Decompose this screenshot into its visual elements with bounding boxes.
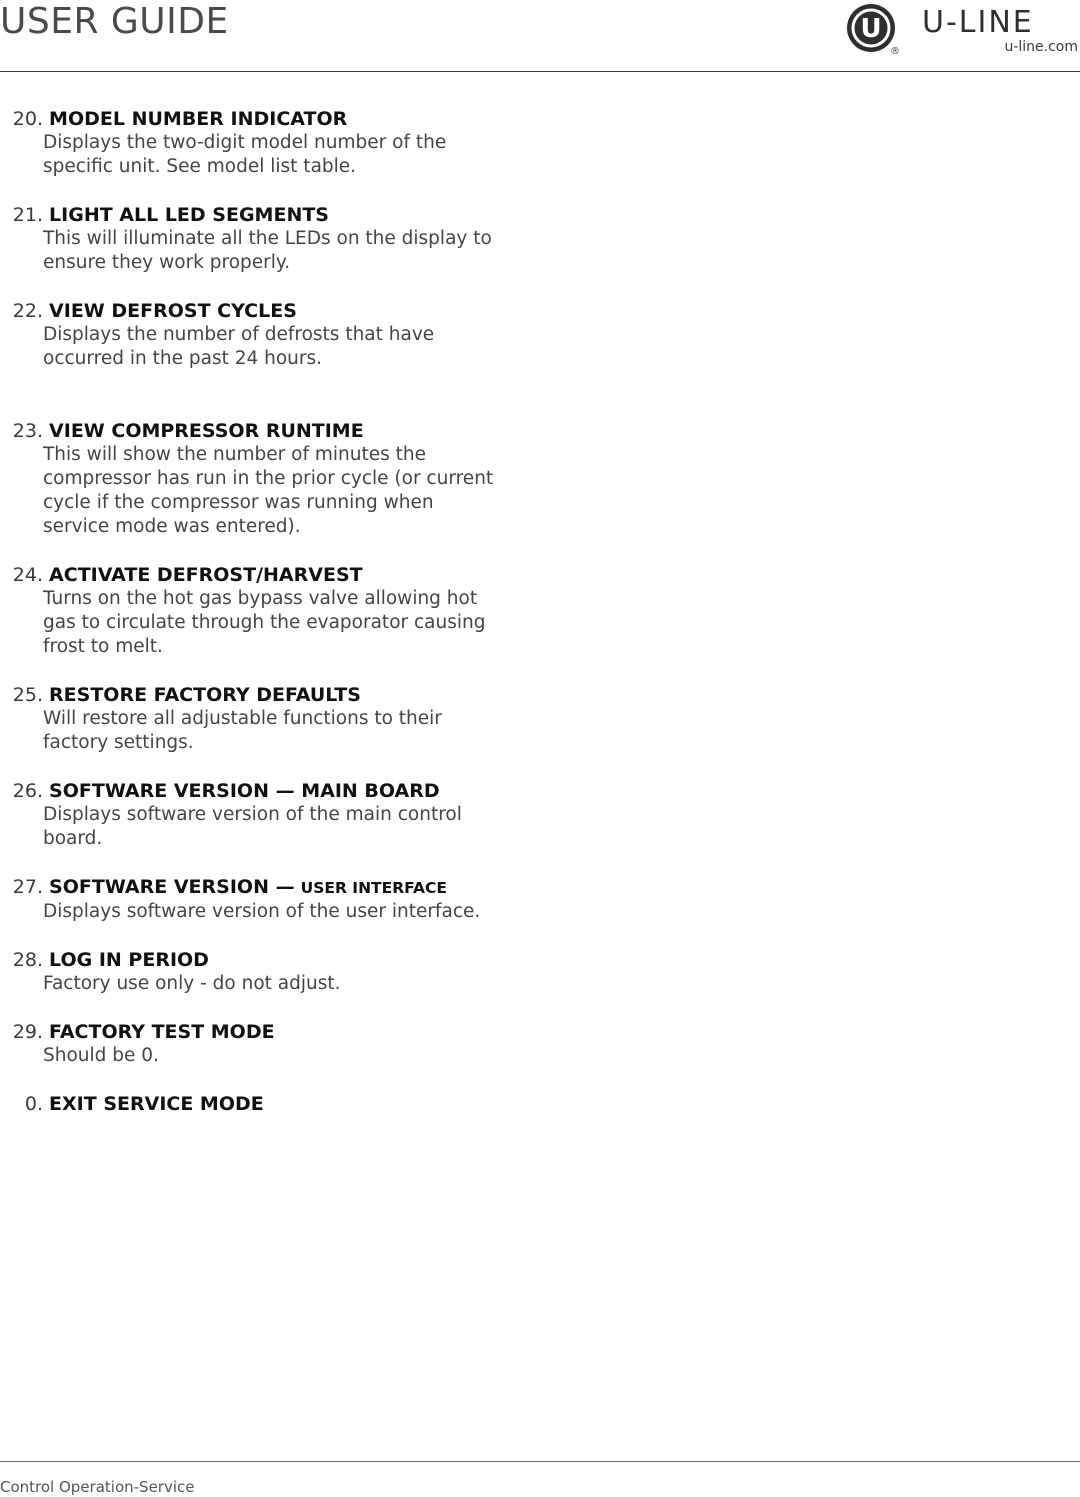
u-line-wordmark — [922, 4, 1076, 38]
item-description: Displays the two-digit model number of the specific unit. See model list table. — [43, 132, 447, 177]
item-number: 27. — [12, 876, 43, 898]
item-title: SOFTWARE VERSION — MAIN BOARD — [49, 780, 440, 802]
list-item — [0, 299, 520, 371]
item-number: 21. — [12, 204, 43, 226]
item-description: Should be 0. — [43, 1045, 159, 1066]
item-title: MODEL NUMBER INDICATOR — [49, 108, 348, 130]
item-number: 0. — [24, 1093, 43, 1115]
registered-mark: ® — [890, 46, 900, 57]
item-description: Will restore all adjustable functions to their factory settings. — [43, 708, 442, 753]
brand-name: U-LINE — [922, 5, 1034, 38]
footer-divider — [0, 1461, 1080, 1462]
header-divider — [0, 71, 1080, 72]
list-item — [0, 1092, 520, 1116]
item-title: LOG IN PERIOD — [49, 949, 209, 971]
item-title: EXIT SERVICE MODE — [49, 1093, 264, 1115]
item-description: This will illuminate all the LEDs on the display to ensure they work properly. — [43, 228, 492, 273]
item-number: 26. — [12, 780, 43, 802]
item-description: This will show the number of minutes the compressor has run in the prior cycle (or current cycle if the compressor was running when service mode was entered). — [43, 444, 494, 537]
service-mode-list — [0, 107, 520, 1140]
item-number: 23. — [12, 420, 43, 442]
item-number: 24. — [12, 564, 43, 586]
item-title: FACTORY TEST MODE — [49, 1021, 275, 1043]
item-description: Displays software version of the main control board. — [43, 804, 462, 849]
item-number: 25. — [12, 684, 43, 706]
list-item — [0, 875, 520, 924]
list-item — [0, 203, 520, 275]
item-number: 20. — [12, 108, 43, 130]
item-number: 29. — [12, 1021, 43, 1043]
list-item — [0, 779, 520, 851]
item-description: Displays software version of the user interface. — [43, 901, 481, 922]
list-item — [0, 107, 520, 179]
brand-mark-letter: U — [860, 14, 882, 44]
brand-logo — [846, 0, 1078, 58]
list-item — [0, 563, 520, 659]
item-title: SOFTWARE VERSION — — [49, 876, 295, 898]
item-title: RESTORE FACTORY DEFAULTS — [49, 684, 361, 706]
list-item — [0, 419, 520, 539]
item-title: VIEW COMPRESSOR RUNTIME — [49, 420, 364, 442]
list-item — [0, 948, 520, 996]
item-title: LIGHT ALL LED SEGMENTS — [49, 204, 329, 226]
item-title: VIEW DEFROST CYCLES — [49, 300, 297, 322]
page-title: USER GUIDE — [0, 1, 229, 42]
u-line-logo-mark — [846, 2, 902, 58]
item-number: 22. — [12, 300, 43, 322]
item-description: Turns on the hot gas bypass valve allowing hot gas to circulate through the evaporator causing frost to melt. — [43, 588, 486, 657]
footer-section-label: Control Operation-Service — [0, 1478, 195, 1496]
list-item — [0, 683, 520, 755]
brand-url: u-line.com — [1004, 39, 1078, 55]
item-title: ACTIVATE DEFROST/HARVEST — [49, 564, 363, 586]
list-item — [0, 1020, 520, 1068]
item-number: 28. — [12, 949, 43, 971]
item-description: Factory use only - do not adjust. — [43, 973, 341, 994]
item-description: Displays the number of defrosts that have occurred in the past 24 hours. — [43, 324, 435, 369]
item-title-suffix: USER INTERFACE — [300, 879, 447, 897]
